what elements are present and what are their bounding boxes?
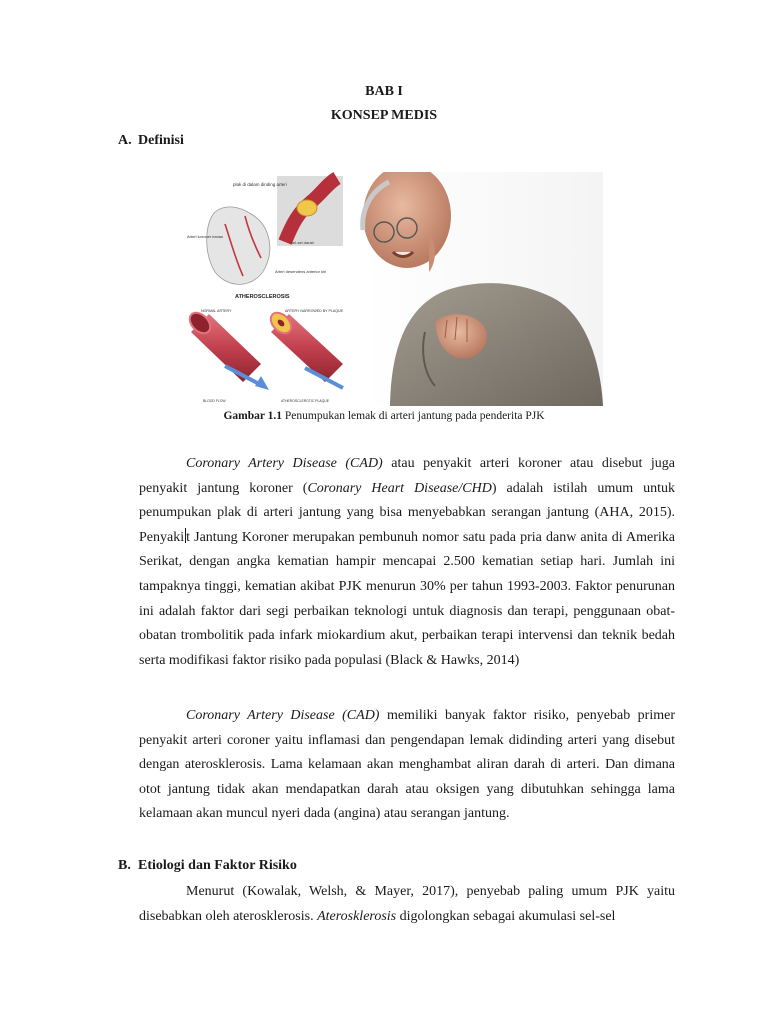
section-b-title: Etiologi dan Faktor Risiko — [138, 858, 297, 873]
label-narrowed-artery: ARTERY NARROWED BY PLAQUE — [285, 309, 344, 313]
section-b-letter: B. — [118, 858, 131, 873]
heart-illustration — [187, 176, 343, 300]
paragraph-definition-2 — [139, 704, 675, 827]
label-plaque: plak di dalam dinding arteri — [233, 182, 287, 187]
caption-text: Penumpukan lemak di arteri jantung pada penderita PJK — [282, 410, 545, 422]
section-a-letter: A. — [118, 133, 132, 148]
artery-comparison — [186, 309, 344, 403]
para3-text-b: digolongkan sebagai akumulasi sel-sel — [396, 908, 616, 924]
caption-label: Gambar 1.1 — [223, 410, 283, 422]
chapter-number: BAB I — [365, 84, 403, 99]
plaque-deposit — [297, 200, 317, 216]
paragraph-etiology — [139, 880, 675, 929]
label-blood-cells: sel-sel darah — [291, 240, 314, 245]
label-blood-flow: BLOOD FLOW — [203, 399, 226, 403]
para1-text-c: t Jantung Koroner merupakan pembunuh nomor satu pada pria danw anita di Amerika Serikat, dengan angka kematian hampir mencapai 2.500 kematian setiap hari. Jumlah ini tampaknya tinggi, kematian akibat PJK menurun 30% per tahun 1993-2003. Faktor penurunan ini adalah faktor dari segi perbaikan teknologi untuk diagnosis dan terapi, penggunaan obat-obatan trombolitik pada infark miokardium akut, perbaikan terapi intervensi dan teknik bedah serta modifikasi faktor risiko pada populasi (Black & Hawks, 2014) — [139, 529, 675, 668]
term-cad-2: Coronary Artery Disease (CAD) — [186, 708, 380, 723]
term-atherosclerosis: Aterosklerosis — [317, 908, 397, 924]
chapter-title: KONSEP MEDIS — [330, 108, 438, 123]
label-normal-artery: NORMAL ARTERY — [201, 309, 232, 313]
label-descending-artery: Arteri desendens anterior kiri — [275, 269, 327, 274]
para1-text-b: ) adalah istilah umum untuk penumpukan plak di arteri jantung yang bisa menyebabkan serangan jantung (AHA, 2015). Penyaki — [139, 480, 675, 545]
para2-text: memiliki banyak faktor risiko, penyebab primer penyakit arteri coroner yaitu inflamasi dan pengendapan lemak didinding arteri yang disebut dengan aterosklerosis. Lama kelamaan akan menghambat aliran darah di arteri. Dan dimana otot jantung tidak akan mendapatkan darah atau oksigen yang dibutuhkan sehingga lama kelamaan akan muncul nyeri dada (angina) atau serangan jantung. — [139, 708, 676, 822]
section-a-title: Definisi — [138, 133, 184, 148]
para3-text-a: Menurut (Kowalak, Welsh, & Mayer, 2017), penyebab paling umum PJK yaitu disebabkan oleh aterosklerosis. — [139, 884, 675, 924]
term-chd: Coronary Heart Disease/CHD — [307, 480, 492, 496]
man-chest-pain-photo — [363, 172, 603, 406]
section-a-heading — [118, 133, 184, 149]
paragraph-definition-1 — [139, 452, 675, 673]
grimace-mouth — [393, 252, 413, 257]
heart-shape — [207, 207, 270, 284]
atherosclerosis-figure — [185, 172, 603, 406]
label-atherosclerotic-plaque: ATHEROSCLEROTIC PLAQUE — [281, 399, 329, 403]
para1-text-a: atau penyakit arteri koroner atau disebut juga penyakit jantung koroner ( — [139, 456, 675, 496]
blood-flow-arrowhead — [255, 376, 269, 390]
label-right-coronary: Arteri koroner kanan — [187, 234, 224, 239]
label-atherosclerosis: ATHEROSCLEROSIS — [235, 294, 290, 300]
term-cad: Coronary Artery Disease (CAD) — [186, 456, 383, 471]
figure-caption — [0, 410, 768, 422]
section-b-heading — [118, 858, 297, 874]
